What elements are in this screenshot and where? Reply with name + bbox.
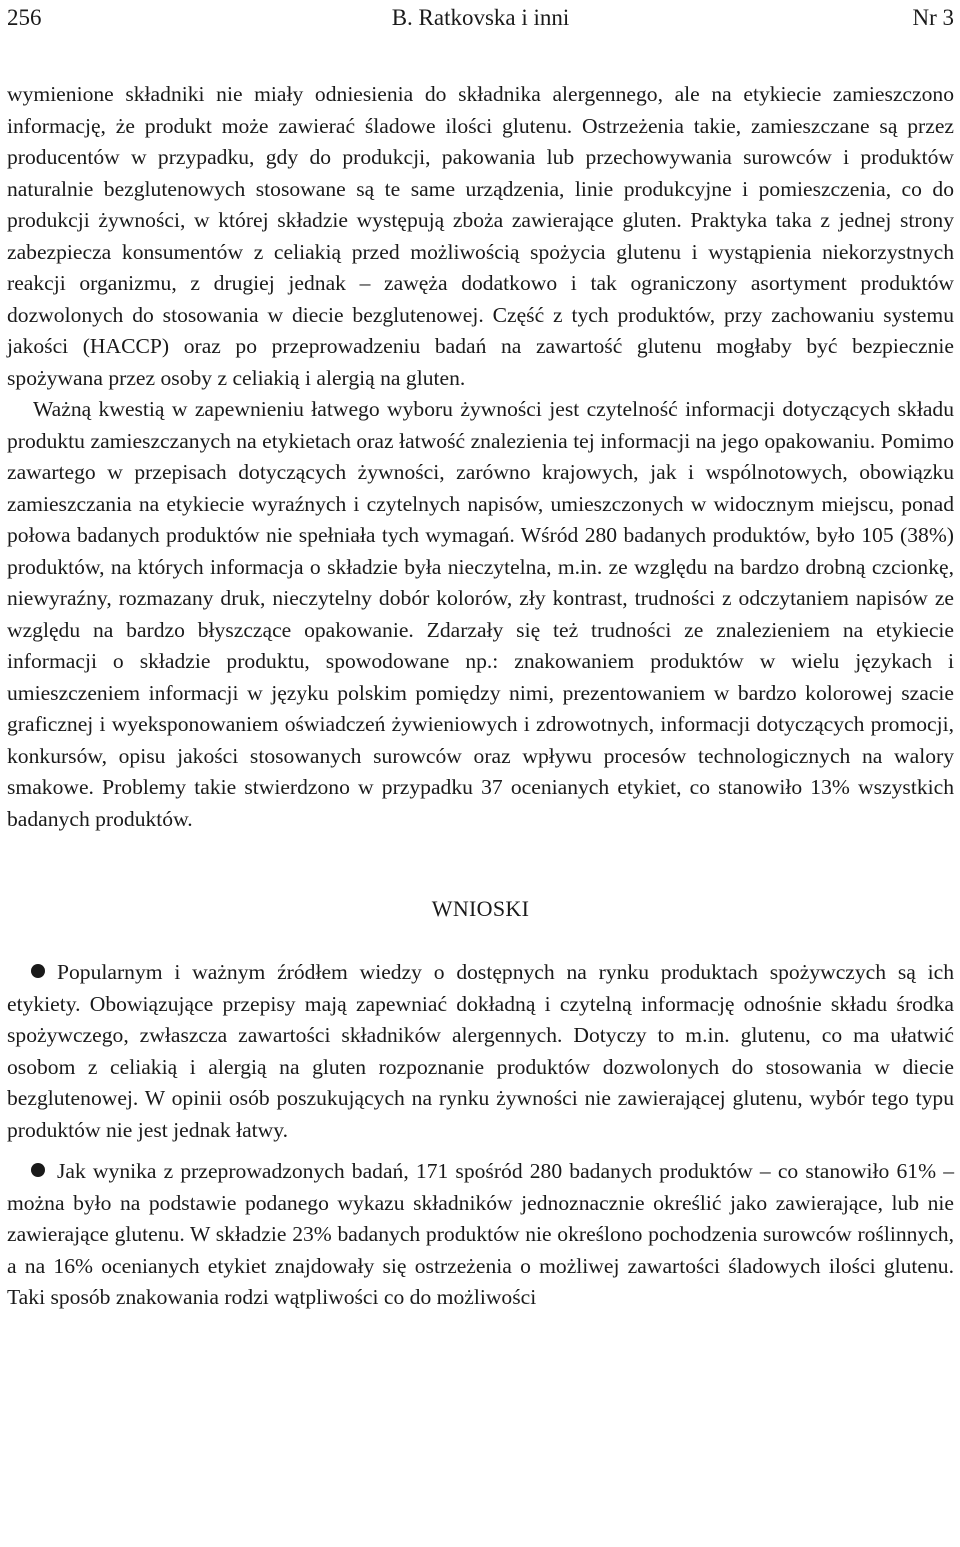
running-title-authors: B. Ratkovska i inni	[391, 5, 570, 30]
conclusion-text: Popularnym i ważnym źródłem wiedzy o dostępnych na rynku produktach spożywczych są ich etykiety. Obowiązujące przepisy mają zapewniać dokładną i czytelną informację odnośnie składu środka spożywczego, zwłaszcza zawartości składników alergennych. Dotyczy to m.in. glutenu, co ma ułatwić osobom z celiakią i alergią na gluten rozpoznanie produktów dozwolonych do stosowania w diecie bezglutenowej. W opinii osób poszukujących na rynku żywności nie zawierającej glutenu, wybór tego typu produktów nie jest jednak łatwy.	[7, 960, 954, 1142]
section-heading: WNIOSKI	[431, 896, 530, 921]
issue-number: Nr 3	[912, 5, 954, 30]
paragraph: Ważną kwestią w zapewnieniu łatwego wyboru żywności jest czytelność informacji dotyczących składu produktu zamieszczanych na etykietach oraz łatwość znalezienia tej informacji na jego opakowaniu. Pomimo zawartego w przepisach dotyczących żywności, zarówno krajowych, jak i wspólnotowych, obowiązku zamieszczania na etykiecie wyraźnych i czytelnych napisów, umieszczonych w widocznym miejscu, ponad połowa badanych produktów nie spełniała tych wymagań. Wśród 280 badanych produktów, było 105 (38%) produktów, na których informacja o składzie była nieczytelna, m.in. ze względu na bardzo drobną czcionkę, niewyraźny, rozmazany druk, nieczytelny dobór kolorów, zły kontrast, trudności z odczytaniem napisów ze względu na bardzo błyszczące opakowanie. Zdarzały się też trudności ze znalezieniem na etykiecie informacji o składzie produktu, spowodowane np.: znakowaniem produktów w wielu językach i umieszczeniem informacji w języku polskim pomiędzy nimi, prezentowaniem w bardzo kolorowej szacie graficznej i wyeksponowaniem oświadczeń żywieniowych i zdrowotnych, informacji dotyczących promocji, konkursów, opisu jakości stosowanych surowców oraz wpływu procesów technologicznych na walory smakowe. Problemy takie stwierdzono w przypadku 37 ocenianych etykiet, co stanowiło 13% wszystkich badanych produktów.	[7, 397, 954, 831]
conclusion-text: Jak wynika z przeprowadzonych badań, 171 spośród 280 badanych produktów – co stanowiło 61% – można było na podstawie podanego wykazu składników jednoznacznie określić jako zawierające, lub nie zawierające glutenu. W składzie 23% badanych produktów nie określono pochodzenia surowców roślinnych, a na 16% ocenianych etykiet znajdowały się ostrzeżenia o możliwej zawartości śladowych ilości glutenu. Taki sposób znakowania rodzi wątpliwości co do możliwości	[7, 1159, 954, 1309]
bullet-icon	[31, 964, 45, 978]
running-header	[7, 2, 954, 34]
page-number: 256	[7, 5, 42, 30]
paragraph: wymienione składniki nie miały odniesienia do składnika alergennego, ale na etykiecie zamieszczono informację, że produkt może zawierać śladowe ilości glutenu. Ostrzeżenia takie, zamieszczane są przez producentów w przypadku, gdy do produkcji, pakowania lub przechowywania surowców i produktów naturalnie bezglutenowych stosowane są te same urządzenia, linie produkcyjne i pomieszczenia, co do produkcji żywności, w której składzie występują zboża zawierające gluten. Praktyka taka z jednej strony zabezpiecza konsumentów z celiakią przed możliwością spożycia glutenu i wystąpienia niekorzystnych reakcji organizmu, z drugiej jednak – zawęża dodatkowo i tak ograniczony asortyment produktów dozwolonych do stosowania w diecie bezglutenowej. Część z tych produktów, przy zachowaniu systemu jakości (HACCP) oraz po przeprowadzeniu badań na zawartość glutenu mogłaby być bezpiecznie spożywana przez osoby z celiakią i alergią na gluten.	[7, 82, 954, 390]
conclusion-item	[7, 1156, 954, 1314]
bullet-icon	[31, 1163, 45, 1177]
conclusion-item	[7, 957, 954, 1146]
document-page	[7, 0, 954, 1324]
body-text	[7, 79, 954, 835]
